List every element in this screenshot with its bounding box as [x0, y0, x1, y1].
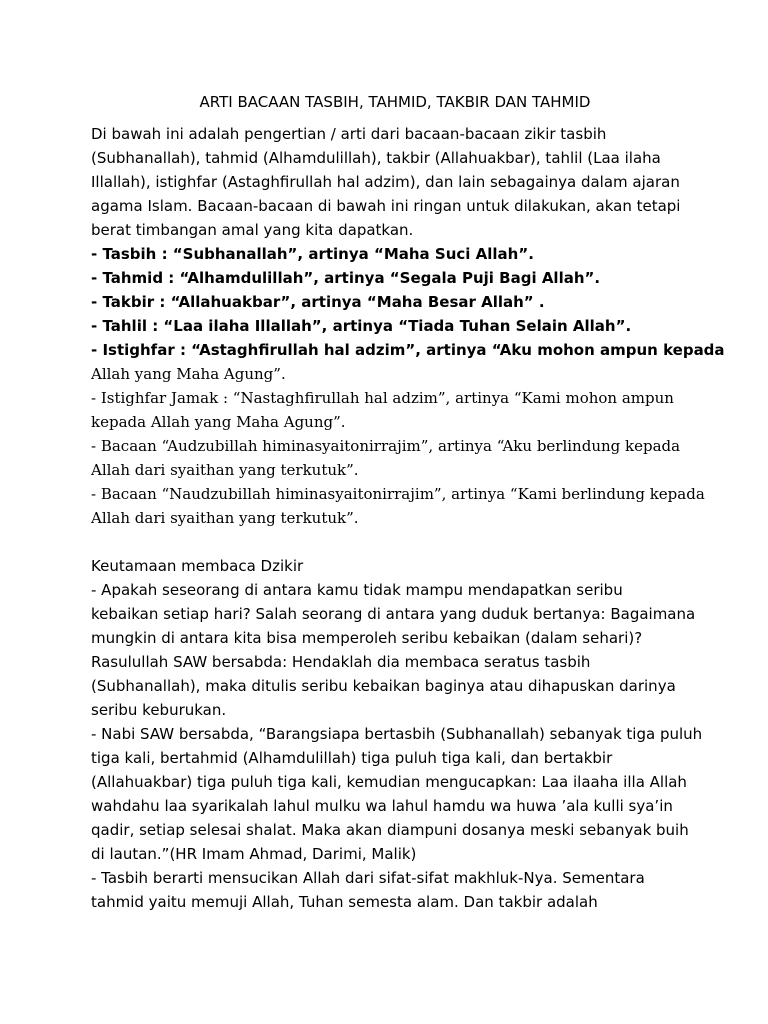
intro-line: Di bawah ini adalah pengertian / arti dari bacaan-bacaan zikir tasbih [91, 125, 607, 143]
section-line: mungkin di antara kita bisa memperoleh seribu kebaikan (dalam sehari)? [91, 629, 643, 647]
item-istighfar-jamak-cont: kepada Allah yang Maha Agung”. [91, 413, 346, 431]
section-line: tiga kali, bertahmid (Alhamdulillah) tiga puluh tiga kali, dan bertakbir [91, 749, 613, 767]
item-tahmid: - Tahmid : “Alhamdulillah”, artinya “Segala Puji Bagi Allah”. [91, 269, 601, 287]
item-naudzubillah: - Bacaan “Naudzubillah himinasyaitonirrajim”, artinya “Kami berlindung kepada [91, 485, 705, 503]
section-line: (Allahuakbar) tiga puluh tiga kali, kemudian mengucapkan: Laa ilaaha illa Allah [91, 773, 687, 791]
item-istighfar-jamak: - Istighfar Jamak : “Nastaghfirullah hal adzim”, artinya “Kami mohon ampun [91, 389, 674, 407]
section-line: tahmid yaitu memuji Allah, Tuhan semesta alam. Dan takbir adalah [91, 893, 598, 911]
intro-line: (Subhanallah), tahmid (Alhamdulillah), takbir (Allahuakbar), tahlil (Laa ilaha [91, 149, 661, 167]
section-heading: Keutamaan membaca Dzikir [91, 557, 304, 575]
intro-line: Illallah), istighfar (Astaghfirullah hal adzim), dan lain sebagainya dalam ajaran [91, 173, 680, 191]
item-tasbih: - Tasbih : “Subhanallah”, artinya “Maha Suci Allah”. [91, 245, 534, 263]
section-line: - Apakah seseorang di antara kamu tidak mampu mendapatkan seribu [91, 581, 623, 599]
intro-line: berat timbangan amal yang kita dapatkan. [91, 221, 414, 239]
item-naudzubillah-cont: Allah dari syaithan yang terkutuk”. [91, 509, 359, 527]
intro-line: agama Islam. Bacaan-bacaan di bawah ini ringan untuk dilakukan, akan tetapi [91, 197, 681, 215]
section-line: kebaikan setiap hari? Salah seorang di antara yang duduk bertanya: Bagaimana [91, 605, 696, 623]
section-line: - Nabi SAW bersabda, “Barangsiapa bertasbih (Subhanallah) sebanyak tiga puluh [91, 725, 703, 743]
document-page [91, 90, 725, 914]
item-istighfar: - Istighfar : “Astaghfirullah hal adzim”, artinya “Aku mohon ampun kepada [91, 341, 725, 359]
section-line: - Tasbih berarti mensucikan Allah dari sifat-sifat makhluk-Nya. Sementara [91, 869, 645, 887]
section-line: seribu keburukan. [91, 701, 227, 719]
intro-paragraph [91, 122, 725, 530]
section-line: qadir, setiap selesai shalat. Maka akan diampuni dosanya meski sebanyak buih [91, 821, 689, 839]
item-tahlil: - Tahlil : “Laa ilaha Illallah”, artinya “Tiada Tuhan Selain Allah”. [91, 317, 632, 335]
paragraph-gap [91, 530, 691, 554]
item-takbir: - Takbir : “Allahuakbar”, artinya “Maha Besar Allah” . [91, 293, 545, 311]
section-line: Rasulullah SAW bersabda: Hendaklah dia membaca seratus tasbih [91, 653, 591, 671]
document-title: ARTI BACAAN TASBIH, TAHMID, TAKBIR DAN TAHMID [199, 93, 591, 111]
section-line: (Subhanallah), maka ditulis seribu kebaikan baginya atau dihapuskan darinya [91, 677, 676, 695]
section-line: di lautan.”(HR Imam Ahmad, Darimi, Malik) [91, 845, 417, 863]
section-keutamaan [91, 554, 703, 914]
section-line: wahdahu laa syarikalah lahul mulku wa lahul hamdu wa huwa ’ala kulli sya’in [91, 797, 673, 815]
item-istighfar-cont: Allah yang Maha Agung”. [91, 365, 286, 383]
item-audzubillah-cont: Allah dari syaithan yang terkutuk”. [91, 461, 359, 479]
item-audzubillah: - Bacaan “Audzubillah himinasyaitonirrajim”, artinya “Aku berlindung kepada [91, 437, 681, 455]
